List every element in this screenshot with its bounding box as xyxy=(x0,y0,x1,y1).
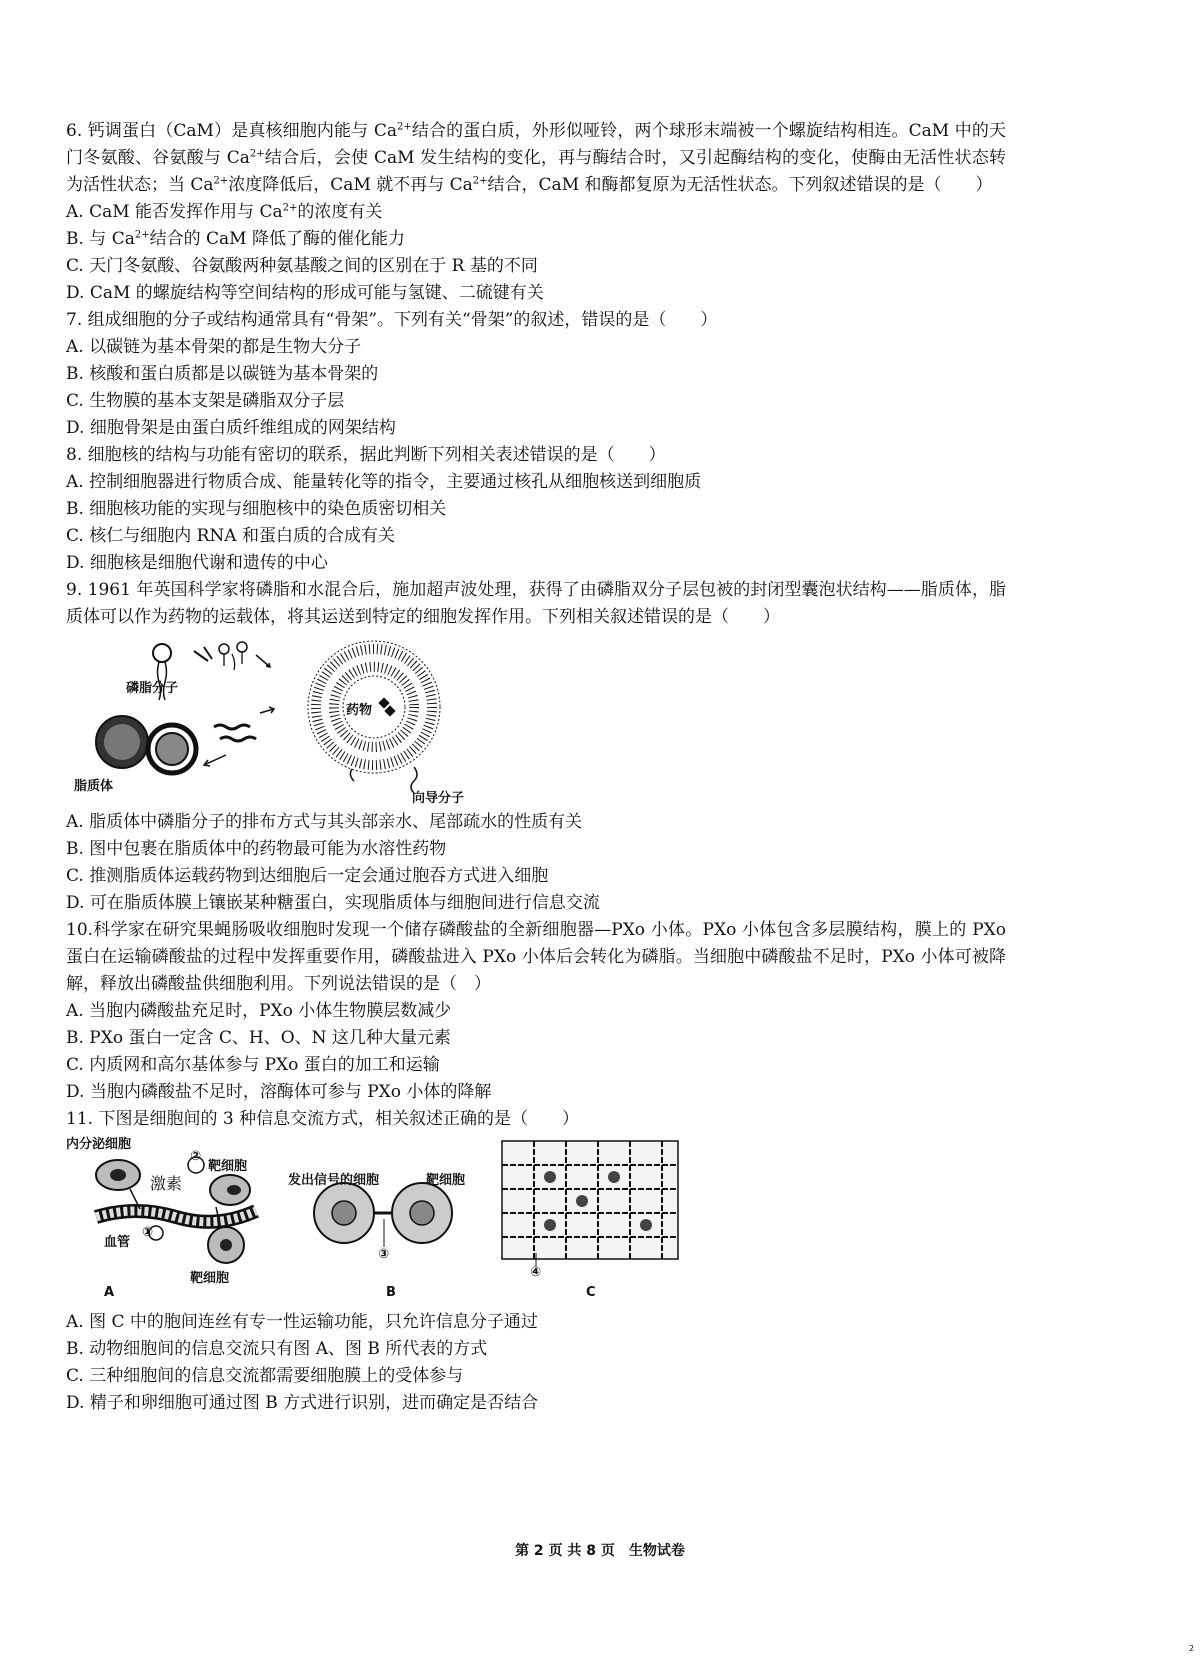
question-6-option-d: D. CaM 的螺旋结构等空间结构的形成可能与氢键、二硫键有关 xyxy=(66,283,544,303)
marker-2: ② xyxy=(190,1149,202,1164)
cell-communication-diagram xyxy=(66,1135,706,1305)
question-11 xyxy=(66,1106,1006,1417)
question-8-option-c: C. 核仁与细胞内 RNA 和蛋白质的合成有关 xyxy=(66,526,395,546)
blood-vessel-label: 血管 xyxy=(104,1235,131,1250)
bilayer-fragment-icon xyxy=(194,642,270,670)
drug-liposome-icon xyxy=(308,641,440,793)
liposome-figure xyxy=(74,637,494,805)
drug-label: 药物 xyxy=(346,703,373,718)
question-6-option-c: C. 天门冬氨酸、谷氨酸两种氨基酸之间的区别在于 R 基的不同 xyxy=(66,256,538,276)
signal-cell-label: 发出信号的细胞 xyxy=(288,1173,380,1188)
panel-b-icon xyxy=(314,1183,452,1247)
question-11-stem: 11. 下图是细胞间的 3 种信息交流方式，相关叙述正确的是（ ） xyxy=(66,1109,580,1129)
question-8-option-d: D. 细胞核是细胞代谢和遗传的中心 xyxy=(66,553,328,573)
target-cell-label-2: 靶细胞 xyxy=(190,1271,230,1286)
question-7-option-a: A. 以碳链为基本骨架的都是生物大分子 xyxy=(66,337,362,357)
page-number: 2 xyxy=(1188,1644,1194,1653)
question-10-option-c: C. 内质网和高尔基体参与 PXo 蛋白的加工和运输 xyxy=(66,1055,440,1075)
guide-molecule-label: 向导分子 xyxy=(412,791,465,806)
panel-b-label: B xyxy=(386,1285,396,1300)
question-11-option-a: A. 图 C 中的胞间连丝有专一性运输功能，只允许信息分子通过 xyxy=(66,1312,538,1332)
question-11-option-c: C. 三种细胞间的信息交流都需要细胞膜上的受体参与 xyxy=(66,1366,464,1386)
question-6-option-a: A. CaM 能否发挥作用与 $Ca^{2+}$的浓度有关 xyxy=(66,202,383,222)
panel-c-icon xyxy=(502,1141,678,1267)
target-cell-label-1: 靶细胞 xyxy=(208,1159,248,1174)
question-7-stem: 7. 组成细胞的分子或结构通常具有“骨架”。下列有关“骨架”的叙述，错误的是（ ） xyxy=(66,310,718,330)
question-10-option-b: B. PXo 蛋白一定含 C、H、O、N 这几种大量元素 xyxy=(66,1028,451,1048)
question-6 xyxy=(66,118,1006,307)
question-9 xyxy=(66,577,1006,917)
question-11-option-b: B. 动物细胞间的信息交流只有图 A、图 B 所代表的方式 xyxy=(66,1339,488,1359)
question-7 xyxy=(66,307,1006,442)
marker-4: ④ xyxy=(530,1265,542,1280)
question-7-option-d: D. 细胞骨架是由蛋白质纤维组成的网架结构 xyxy=(66,418,396,438)
question-8 xyxy=(66,442,1006,577)
question-11-option-d: D. 精子和卵细胞可通过图 B 方式进行识别，进而确定是否结合 xyxy=(66,1393,539,1413)
panel-a-label: A xyxy=(104,1285,115,1300)
phospholipid-label: 磷脂分子 xyxy=(126,681,179,696)
question-7-option-b: B. 核酸和蛋白质都是以碳链为基本骨架的 xyxy=(66,364,379,384)
question-10-option-a: A. 当胞内磷酸盐充足时，PXo 小体生物膜层数减少 xyxy=(66,1001,452,1021)
question-9-option-c: C. 推测脂质体运载药物到达细胞后一定会通过胞吞方式进入细胞 xyxy=(66,866,549,886)
question-8-option-a: A. 控制细胞器进行物质合成、能量转化等的指令，主要通过核孔从细胞核送到细胞质 xyxy=(66,472,702,492)
question-8-option-b: B. 细胞核功能的实现与细胞核中的染色质密切相关 xyxy=(66,499,447,519)
endocrine-cell-label: 内分泌细胞 xyxy=(66,1137,132,1152)
liposome-diagram xyxy=(74,637,494,805)
question-8-stem: 8. 细胞核的结构与功能有密切的联系，据此判断下列相关表述错误的是（ ） xyxy=(66,445,666,465)
question-10-stem: 10.科学家在研究果蝇肠吸收细胞时发现一个储存磷酸盐的全新细胞器—PXo 小体。PXo 小体包含多层膜结构，膜上的 PXo 蛋白在运输磷酸盐的过程中发挥重要作用，磷酸盐进入 PXo 小体后会转化为磷脂。当细胞中磷酸盐不足时，PXo 小体可被降解，释放出磷酸盐供细胞利用。下列说法错误的是（ ） xyxy=(66,920,1006,994)
hormone-label: 激素 xyxy=(150,1174,183,1193)
question-6-option-b: B. 与 $Ca^{2+}$结合的 CaM 降低了酶的催化能力 xyxy=(66,229,405,249)
question-9-option-a: A. 脂质体中磷脂分子的排布方式与其头部亲水、尾部疏水的性质有关 xyxy=(66,812,583,832)
question-9-stem: 9. 1961 年英国科学家将磷脂和水混合后，施加超声波处理，获得了由磷脂双分子层包被的封闭型囊泡状结构——脂质体，脂质体可以作为药物的运载体，将其运送到特定的细胞发挥作用。下列相关叙述错误的是（ ） xyxy=(66,580,1006,627)
question-9-option-b: B. 图中包裹在脂质体中的药物最可能为水溶性药物 xyxy=(66,839,447,859)
liposome-cross-section-icon xyxy=(96,707,274,773)
exam-page xyxy=(66,118,1006,1417)
question-7-option-c: C. 生物膜的基本支架是磷脂双分子层 xyxy=(66,391,345,411)
marker-1: ① xyxy=(142,1225,154,1240)
liposome-label: 脂质体 xyxy=(74,779,114,794)
panel-c-label: C xyxy=(586,1285,596,1300)
question-10-option-d: D. 当胞内磷酸盐不足时，溶酶体可参与 PXo 小体的降解 xyxy=(66,1082,492,1102)
cell-communication-figure xyxy=(66,1135,706,1305)
question-10 xyxy=(66,917,1006,1106)
question-6-stem: 6. 钙调蛋白（CaM）是真核细胞内能与 $Ca^{2+}$结合的蛋白质，外形似哑铃，两个球形末端被一个螺旋结构相连。CaM 中的天门冬氨酸、谷氨酸与 $Ca^{2+}$结合后，会使 CaM 发生结构的变化，再与酶结合时，又引起酶结构的变化，使酶由无活性状态转为活性状态；当 $Ca^{2+}$浓度降低后，CaM 就不再与 $Ca^{2+}$结合，CaM 和酶都复原为无活性状态。下列叙述错误的是（ ） xyxy=(66,121,1007,195)
page-footer: 第 2 页 共 8 页 生物试卷 xyxy=(515,1543,685,1559)
question-9-option-d: D. 可在脂质体膜上镶嵌某种糖蛋白，实现脂质体与细胞间进行信息交流 xyxy=(66,893,600,913)
marker-3: ③ xyxy=(378,1247,390,1262)
target-cell-label-3: 靶细胞 xyxy=(426,1173,466,1188)
